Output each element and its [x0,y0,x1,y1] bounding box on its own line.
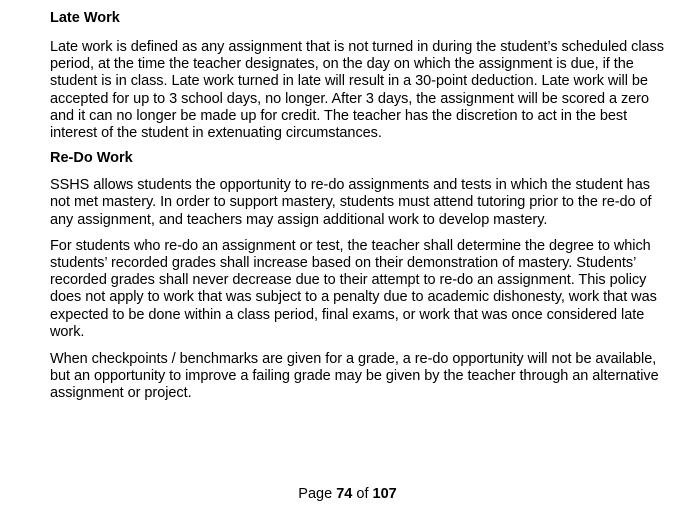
redo-work-paragraph-2: For students who re-do an assignment or test, the teacher shall determine the degree to which students’ recorded grades shall increase based on their demonstration of mastery. Students’ recorded grades shall never decrease due to their attempt to re-do an assignment. This policy does not apply to work that was subject to a penalty due to academic dishonesty, work that was expected to be done within a class period, final exams, or work that was once considered late work. [50,237,657,340]
page-footer [0,486,695,503]
current-page-number: 74 [336,486,353,502]
late-work-paragraph: Late work is defined as any assignment that is not turned in during the student’s scheduled class period, at the time the teacher designates, on the day on which the assignment is due, if the student is in class. Late work turned in late will result in a 30-point deduction. Late work will be accepted for up to 3 school days, no longer. After 3 days, the assignment will be scored a zero and it can no longer be made up for credit. The teacher has the discretion to act in the best interest of the student in extenuating circumstances. [50,39,664,142]
redo-work-paragraph-1: SSHS allows students the opportunity to re-do assignments and tests in which the student has not met mastery. In order to support mastery, students must attend tutoring prior to the re-do of any assignment, and teachers may assign additional work to develop mastery. [50,177,652,228]
document-page [50,8,672,403]
section-heading-redo-work: Re-Do Work [50,150,133,167]
section-heading-late-work: Late Work [50,10,120,26]
of-word: of [356,486,369,502]
total-pages-number: 107 [372,486,397,502]
page-word: Page [298,486,333,502]
redo-work-paragraph-3: When checkpoints / benchmarks are given for a grade, a re-do opportunity will not be available, but an opportunity to improve a failing grade may be given by the teacher through an alternative assignment or project. [50,351,659,402]
